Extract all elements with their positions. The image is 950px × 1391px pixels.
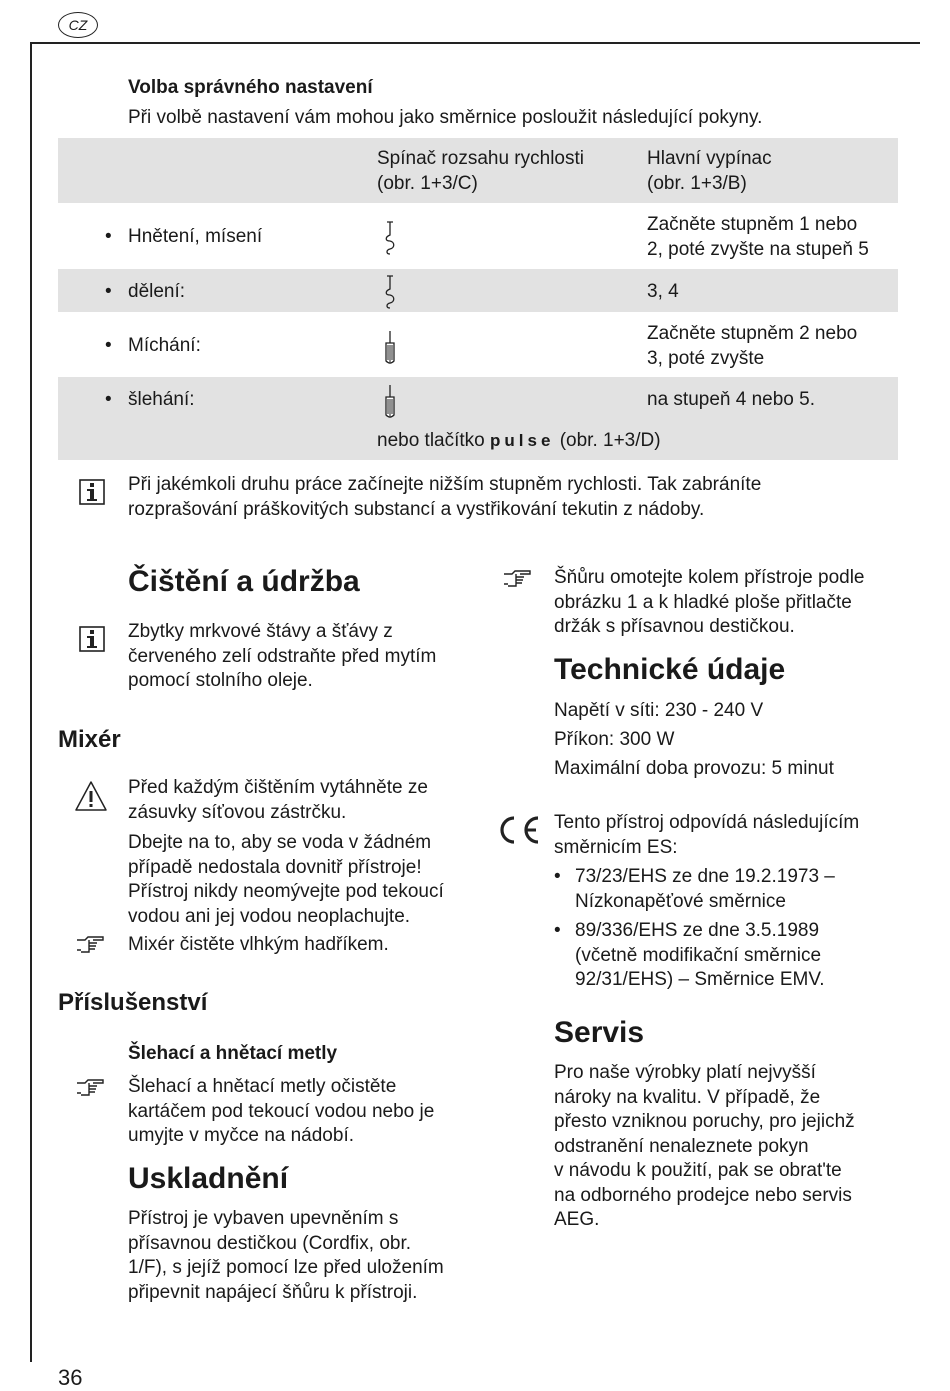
warning-icon	[74, 780, 108, 812]
speed-tip: Při jakémkoli druhu práce začínejte nižším stupněm rychlosti. Tak zabráníte rozprašování práškovitých substancí a vystřikování tekutin z nádoby.	[128, 474, 762, 520]
row-label: šlehání:	[128, 389, 195, 410]
service-heading: Servis	[554, 1016, 645, 1049]
row-label: Hnětení, mísení	[128, 226, 263, 247]
mixer-tip: Mixér čistěte vlhkým hadříkem.	[128, 934, 389, 955]
language-badge: CZ	[58, 12, 98, 38]
row-value: Začněte stupněm 2 nebo 3, poté zvyšte	[647, 323, 858, 369]
bullet: •	[105, 226, 112, 247]
col-main-switch-header: Hlavní vypínac (obr. 1+3/B)	[647, 148, 772, 194]
row-value: na stupeň 4 nebo 5.	[647, 389, 815, 410]
technical-voltage: Napětí v síti: 230 - 240 V	[554, 700, 764, 721]
bullet: •	[554, 866, 561, 887]
storage-text: Přístroj je vybaven upevněním s přísavnou destičkou (Cordfix, obr. 1/F), s jejíž pomocí lze před uložením připevnit napájecí šňůru k přístroji.	[128, 1208, 444, 1303]
dough-hook-icon	[383, 221, 397, 255]
cleaning-info: Zbytky mrkvové štávy a šťávy z červeného zelí odstraňte před mytím pomocí stolního oleje.	[128, 621, 437, 691]
mixer-water-warning: Dbejte na to, aby se voda v žádném případě nedostala dovnitř přístroje! Přístroj nikdy neomývejte pod tekoucí vodou ani jej vodou neoplachujte.	[128, 832, 444, 927]
whisk-icon	[383, 331, 397, 365]
accessories-tip: Šlehací a hnětací metly očistěte kartáčem pod tekoucí vodou nebo je umyjte v myčce na nádobí.	[128, 1076, 435, 1146]
mixer-warning: Před každým čištěním vytáhněte ze zásuvky síťovou zástrčku.	[128, 777, 428, 823]
margin-rule	[30, 42, 32, 1362]
col-speed-switch-header: Spínač rozsahu rychlosti (obr. 1+3/C)	[377, 148, 584, 194]
storage-heading: Uskladnění	[128, 1162, 289, 1195]
page-number: 36	[58, 1365, 83, 1390]
info-icon	[79, 626, 105, 652]
pulse-label: pulse	[490, 431, 555, 450]
info-icon	[79, 479, 105, 505]
cleaning-heading: Čištění a údržba	[128, 565, 360, 598]
technical-power: Příkon: 300 W	[554, 729, 675, 750]
bullet: •	[105, 389, 112, 410]
row-label: Míchání:	[128, 335, 201, 356]
service-text: Pro naše výrobky platí nejvyšší nároky na kvalitu. V případě, že přesto vzniknou poruchy, pro jejichž odstranění nenaleznete pokyn v návodu k použití, pak se obrat'te na odborného prodejce nebo servis AEG.	[554, 1062, 855, 1230]
table-row	[105, 225, 263, 250]
technical-heading: Technické údaje	[554, 653, 786, 686]
table-row	[105, 334, 201, 359]
pulse-note: nebo tlačítko pulse (obr. 1+3/D)	[377, 430, 661, 451]
ce-mark-icon	[498, 815, 542, 845]
bullet: •	[105, 335, 112, 356]
settings-intro: Při volbě nastavení vám mohou jako směrnice posloužit následující pokyny.	[128, 107, 763, 128]
row-value: Začněte stupněm 1 nebo 2, poté zvyšte na stupeň 5	[647, 214, 869, 260]
accessories-subheading: Šlehací a hnětací metly	[128, 1043, 338, 1064]
mixer-heading: Mixér	[58, 726, 121, 753]
row-value: 3, 4	[647, 281, 679, 302]
table-row	[105, 280, 186, 305]
pointing-hand-icon	[76, 935, 106, 955]
pointing-hand-icon	[503, 569, 533, 589]
cord-tip: Šňůru omotejte kolem přístroje podle obrázku 1 a k hladké ploše přitlačte držák s přísavnou destičkou.	[554, 567, 865, 637]
dough-hook-icon	[383, 275, 397, 309]
ce-conformity-text: Tento přístroj odpovídá následujícím směrnicím ES:	[554, 812, 860, 858]
row-label: dělení:	[128, 281, 186, 302]
list-item: • 89/336/EHS ze dne 3.5.1989 (včetně modifikační směrnice 92/31/EHS) – Směrnice EMV.	[554, 920, 825, 990]
settings-title: Volba správného nastavení	[128, 77, 373, 98]
bullet: •	[554, 920, 561, 941]
bullet: •	[105, 281, 112, 302]
header-rule	[30, 42, 920, 44]
whisk-icon	[383, 385, 397, 419]
list-item: • 73/23/EHS ze dne 19.2.1973 – Nízkonapěťové směrnice	[554, 866, 835, 912]
technical-runtime: Maximální doba provozu: 5 minut	[554, 758, 834, 779]
pointing-hand-icon	[76, 1078, 106, 1098]
accessories-heading: Příslušenství	[58, 989, 208, 1016]
table-row	[105, 388, 195, 413]
